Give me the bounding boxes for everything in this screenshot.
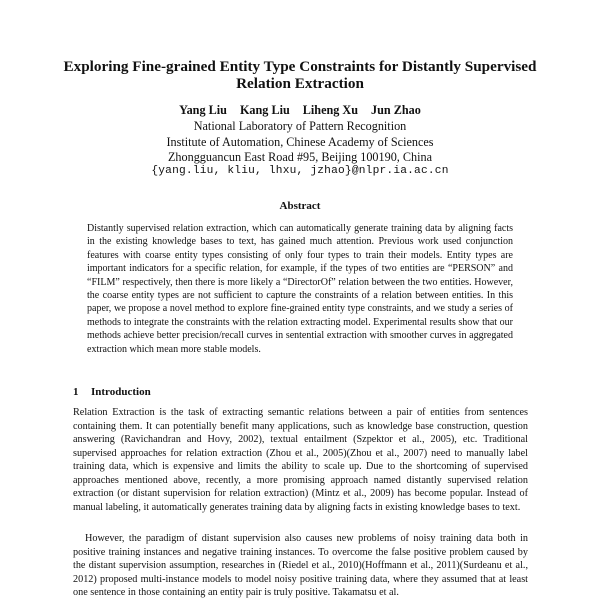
affiliation-institute: Institute of Automation, Chinese Academy of Sciences — [166, 135, 434, 149]
affiliation-address: Zhongguancun East Road #95, Beijing 100190, China — [167, 150, 433, 164]
section-heading-introduction — [73, 386, 151, 399]
section-title: Introduction — [91, 386, 151, 398]
body-paragraph: However, the paradigm of distant supervision also causes new problems of noisy training data both in positive training instances and negative training instances. To overcome the false positive problem caused by the distant supervision assumption, researches in (Riedel et al., 2010)(Hoffmann et al., 2011)(Surdeanu et al., 2012) proposed multi-instance models to model noisy positive training data, where they assumed that at least one sentence in those containing an entity pair is truly positive. Takamatsu et al. — [73, 533, 528, 599]
author-name: Yang Liu — [179, 103, 227, 117]
section-number: 1 — [73, 386, 79, 398]
author-name: Kang Liu — [239, 103, 290, 117]
author-list — [60, 103, 540, 117]
abstract-heading: Abstract — [279, 200, 321, 212]
author-emails: {yang.liu, kliu, lhxu, jzhao}@nlpr.ia.ac.cn — [151, 165, 449, 177]
abstract-text: Distantly supervised relation extraction, which can automatically generate training data by aligning facts in the existing knowledge bases to text, has gained much attention. Previous work used conjunction features with coarse entity types consisting of only four types to train their models. Entity types are important indicators for a specific relation, for example, if the types of two entities are “PERSON” and “FILM” respectively, then there is more likely a “DirectorOf” relation between the two entities. However, the coarse entity types are not sufficient to capture the constraints of a relation between entities. In this paper, we propose a novel method to explore fine-grained entity type constraints, and we study a series of methods to integrate the constraints with the relation extracting model. Experimental results show that our methods achieve better precision/recall curves in sentential extraction with smoother curves in aggregated extraction which mean more stable models. — [87, 223, 513, 355]
author-name: Jun Zhao — [371, 103, 421, 117]
body-paragraph: Relation Extraction is the task of extracting semantic relations between a pair of entities from sentences containing them. It can potentially benefit many applications, such as knowledge base construction, question answering (Ravichandran and Hovy, 2002), textual entailment (Szpektor et al., 2005), etc. Traditional supervised approaches for relation extraction (Zhou et al., 2005)(Zhou et al., 2007) need to manually label training data, which is expensive and limits the ability to scale up. Due to the shortcoming of supervised approaches mentioned above, recently, a more promising approach named distantly supervised relation extraction (or distant supervision for relation extraction) (Mintz et al., 2009) has become popular. Instead of manual labeling, it automatically generates training data by aligning facts in existing knowledge bases to text. — [73, 407, 528, 513]
affiliation-lab: National Laboratory of Pattern Recognition — [193, 119, 407, 133]
paper-title: Exploring Fine-grained Entity Type Constraints for Distantly Supervised Relation Extraction — [63, 58, 537, 92]
author-name: Liheng Xu — [302, 103, 358, 117]
